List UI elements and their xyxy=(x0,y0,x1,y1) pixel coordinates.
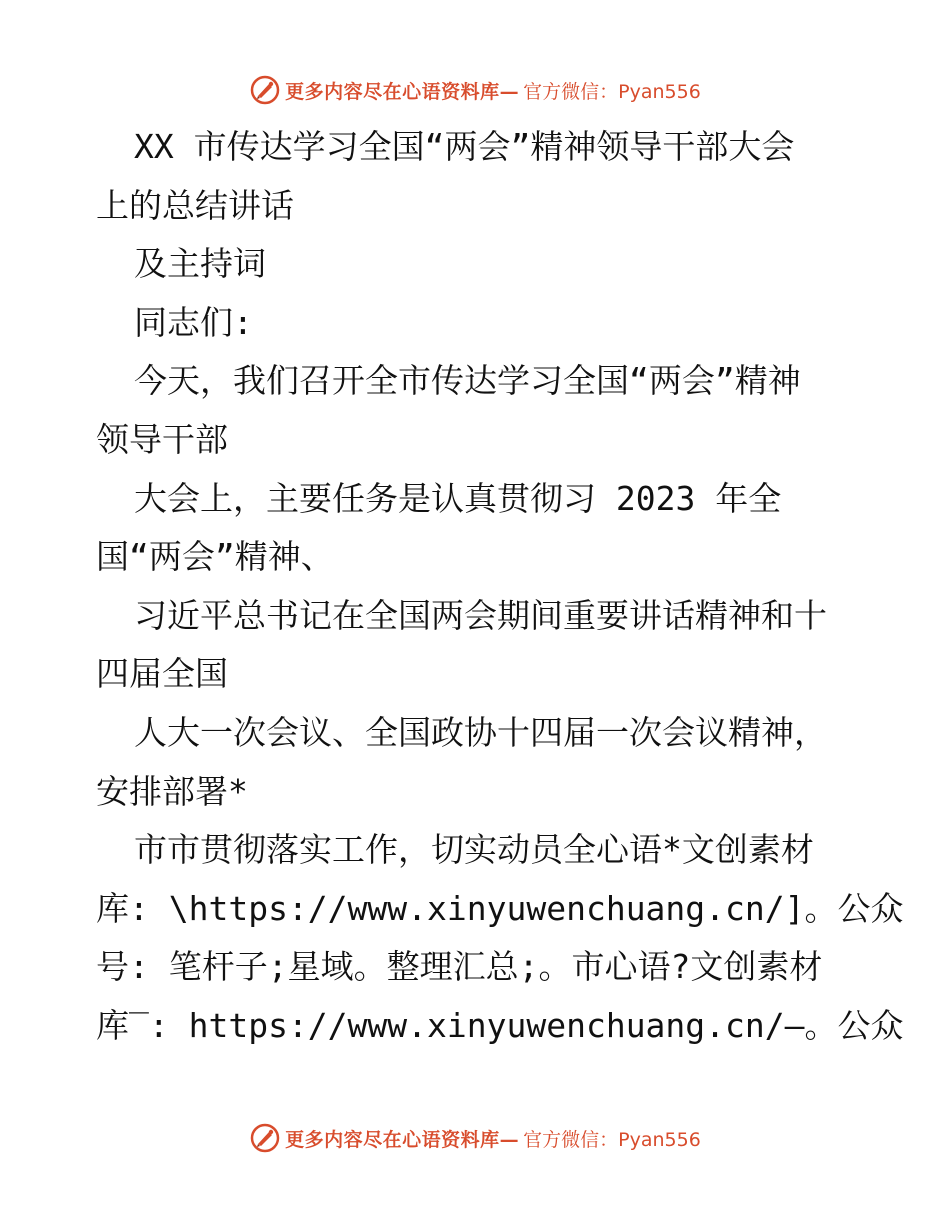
paragraph-line: 安排部署* xyxy=(96,771,248,811)
banner-brand: 更多内容尽在心语资料库— xyxy=(285,1128,520,1151)
title-line-1: XX 市传达学习全国“两会”精神领导干部大会 xyxy=(134,127,795,166)
paragraph-line: 四届全国 xyxy=(96,654,228,694)
banner-contact: 官方微信：Pyan556 xyxy=(523,1128,701,1151)
paragraph-line: 大会上，主要任务是认真贯彻习 2023 年全 xyxy=(134,478,782,518)
paragraph-line: 人大一次会议、全国政协十四届一次会议精神， xyxy=(134,712,827,752)
title-line-2: 上的总结讲话 xyxy=(96,185,294,225)
document-body xyxy=(96,118,904,1056)
paragraph-line: 库: \https://www.xinyuwenchuang.cn/]。公众 xyxy=(96,888,904,928)
banner-brand: 更多内容尽在心语资料库— xyxy=(285,80,520,103)
paragraph-line: 今天，我们召开全市传达学习全国“两会”精神 xyxy=(134,361,801,401)
paragraph-line: 市市贯彻落实工作，切实动员全心语*文创素材 xyxy=(134,830,814,870)
paragraph-line: 号: 笔杆子;星域。整理汇总;。市心语?文创素材 xyxy=(96,947,823,987)
salutation: 同志们: xyxy=(134,302,253,342)
pen-logo-icon xyxy=(249,74,281,106)
paragraph-line: 领导干部 xyxy=(96,419,228,459)
paragraph-line: 国“两会”精神、 xyxy=(96,537,334,577)
header-banner xyxy=(0,70,950,110)
footer-banner xyxy=(0,1118,950,1158)
banner-contact: 官方微信：Pyan556 xyxy=(523,80,701,103)
paragraph-line: 习近平总书记在全国两会期间重要讲话精神和十 xyxy=(134,595,827,635)
paragraph-line: 库‾: https://www.xinyuwenchuang.cn/—。公众 xyxy=(96,1005,904,1045)
pen-logo-icon xyxy=(249,1122,281,1154)
subtitle-line: 及主持词 xyxy=(134,244,266,284)
